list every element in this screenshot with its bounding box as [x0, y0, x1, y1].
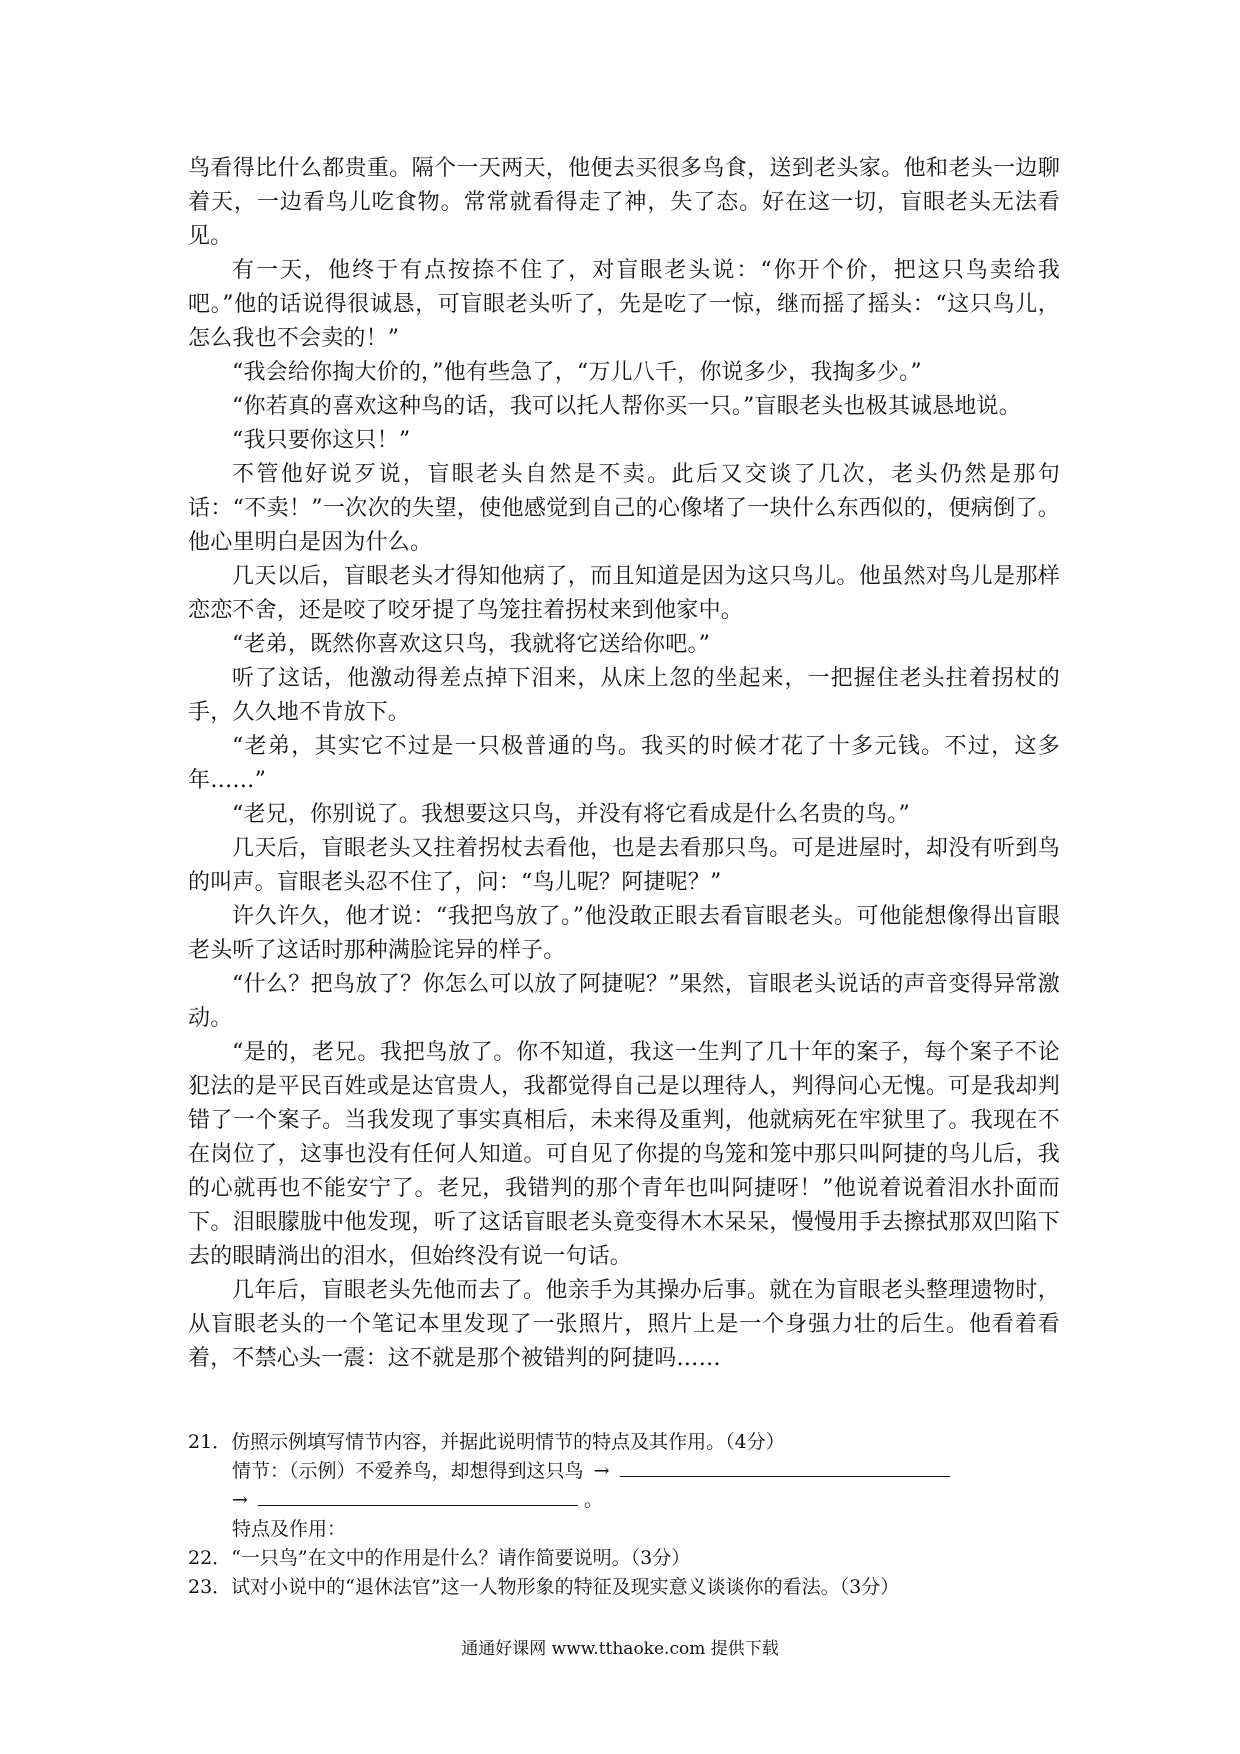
story-paragraph-15: “是的，老兄。我把鸟放了。你不知道，我这一生判了几十年的案子，每个案子不论犯法的是平民百姓或是达官贵人，我都觉得自己是以理待人，判得问心无愧。可是我却判错了一个案子。当我发现了事实真相后，未来得及重判，他就病死在牢狱里了。我现在不在岗位了，这事也没有任何人知道。可自见了你提的鸟笼和笼中那只叫阿捷的鸟儿后，我的心就再也不能安宁了。老兄，我错判的那个青年也叫阿捷呀！”他说着说着泪水扑面而下。泪眼朦胧中他发现，听了这话盲眼老头竟变得木木呆呆，慢慢用手去擦拭那双凹陷下去的眼睛淌出的泪水，但始终没有说一句话。: [188, 1040, 1060, 1269]
answer-blank-2[interactable]: [258, 1487, 578, 1506]
question-21-features-label: 特点及作用：: [232, 1518, 347, 1540]
question-21-end-mark: 。: [584, 1489, 604, 1511]
story-paragraph-8: “老弟，既然你喜欢这只鸟，我就将它送给你吧。”: [232, 632, 711, 657]
question-22: 22．“一只鸟”在文中的作用是什么？请作简要说明。（3分）: [188, 1547, 691, 1569]
story-paragraph-3: “我会给你掏大价的，”他有些急了，“万儿八千，你说多少，我掏多少。”: [232, 360, 922, 385]
story-paragraph-12: 几天后，盲眼老头又拄着拐杖去看他，也是去看那只鸟。可是进屋时，却没有听到鸟的叫声。盲眼老头忍不住了，问：“鸟儿呢？阿捷呢？”: [188, 836, 1060, 895]
story-paragraph-4: “你若真的喜欢这种鸟的话，我可以托人帮你买一只。”盲眼老头也极其诚恳地说。: [232, 394, 1021, 419]
story-paragraph-1: 鸟看得比什么都贵重。隔个一天两天，他便去买很多鸟食，送到老头家。他和老头一边聊着天，一边看鸟儿吃食物。常常就看得走了神，失了态。好在这一切，盲眼老头无法看见。: [188, 156, 1060, 249]
question-21-plot-label: 情节：（示例）不爱养鸟，却想得到这只鸟: [232, 1460, 584, 1482]
story-paragraph-7: 几天以后，盲眼老头才得知他病了，而且知道是因为这只鸟儿。他虽然对鸟儿是那样恋恋不舍，还是咬了咬牙提了鸟笼拄着拐杖来到他家中。: [188, 564, 1060, 623]
page-footer: 通通好课网 www.tthaoke.com 提供下载: [461, 1639, 779, 1659]
story-paragraph-16: 几年后，盲眼老头先他而去了。他亲手为其操办后事。就在为盲眼老头整理遗物时，从盲眼老头的一个笔记本里发现了一张照片，照片上是一个身强力壮的后生。他看着看着，不禁心头一震：这不就是那个被错判的阿捷吗……: [188, 1278, 1060, 1371]
story-paragraph-10: “老弟，其实它不过是一只极普通的鸟。我买的时候才花了十多元钱。不过，这多年……”: [188, 734, 1060, 793]
question-21-plot-line: [232, 1457, 1088, 1486]
story-paragraph-11: “老兄，你别说了。我想要这只鸟，并没有将它看成是什么名贵的鸟。”: [232, 802, 910, 827]
arrow-right-icon: →: [232, 1489, 248, 1511]
question-21: 21．仿照示例填写情节内容，并据此说明情节的特点及其作用。（4分）: [188, 1431, 785, 1453]
arrow-right-icon: →: [593, 1460, 610, 1482]
answer-blank-1[interactable]: [620, 1458, 950, 1477]
question-section: [188, 1428, 1088, 1602]
question-21-plot-line-2: [232, 1486, 1088, 1515]
story-paragraph-2: 有一天，他终于有点按捺不住了，对盲眼老头说：“你开个价，把这只鸟卖给我吧。”他的话说得很诚恳，可盲眼老头听了，先是吃了一惊，继而摇了摇头：“这只鸟儿，怎么我也不会卖的！”: [188, 258, 1060, 351]
question-23: 23．试对小说中的“退休法官”这一人物形象的特征及现实意义谈谈你的看法。（3分）: [188, 1576, 900, 1598]
story-paragraph-9: 听了这话，他激动得差点掉下泪来，从床上忽的坐起来，一把握住老头拄着拐杖的手，久久地不肯放下。: [188, 666, 1060, 725]
story-paragraph-14: “什么？把鸟放了？你怎么可以放了阿捷呢？”果然，盲眼老头说话的声音变得异常激动。: [188, 972, 1060, 1031]
story-text: [188, 152, 1060, 1376]
story-paragraph-6: 不管他好说歹说，盲眼老头自然是不卖。此后又交谈了几次，老头仍然是那句话：“不卖！”一次次的失望，使他感觉到自己的心像堵了一块什么东西似的，便病倒了。他心里明白是因为什么。: [188, 462, 1060, 555]
story-paragraph-5: “我只要你这只！”: [232, 428, 411, 453]
story-paragraph-13: 许久许久，他才说：“我把鸟放了。”他没敢正眼去看盲眼老头。可他能想像得出盲眼老头听了这话时那种满脸诧异的样子。: [188, 904, 1060, 963]
